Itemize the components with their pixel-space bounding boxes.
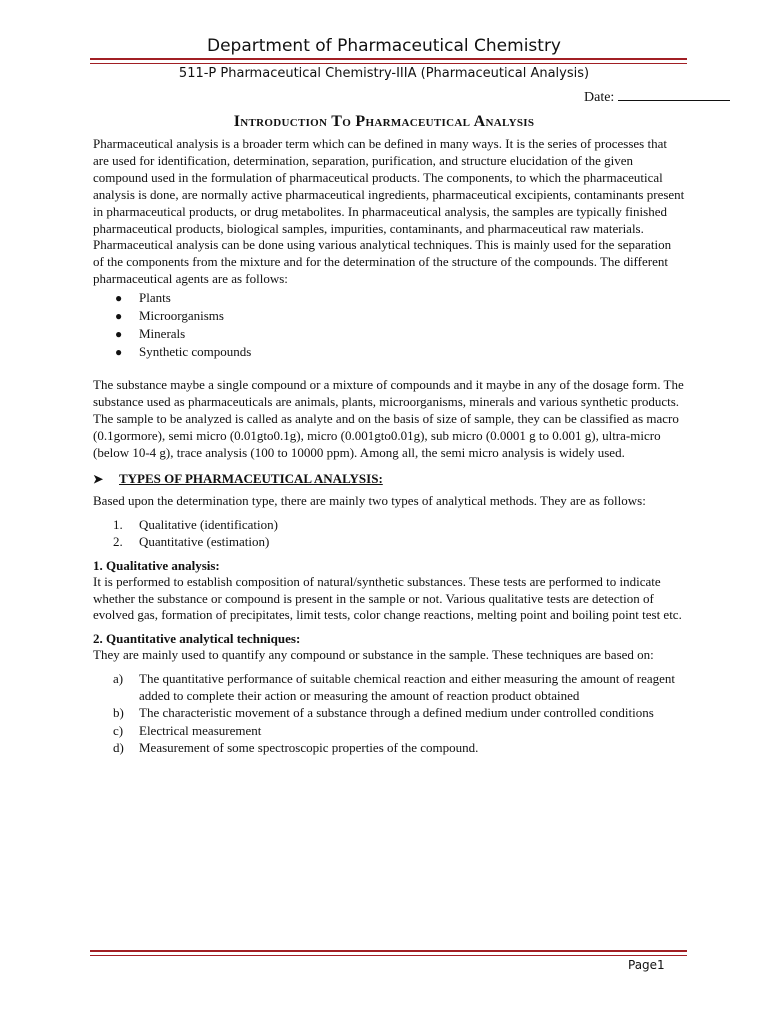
quantitative-text: They are mainly used to quantify any compound or substance in the sample. These techniques are based on: (93, 647, 654, 663)
department-title: Department of Pharmaceutical Chemistry (207, 36, 561, 56)
bullet-icon: ● (115, 309, 123, 324)
qualitative-heading: 1. Qualitative analysis: (93, 557, 220, 573)
list-item: c) Electrical measurement (113, 722, 262, 738)
footer-rule (90, 950, 687, 956)
bullet-icon: ● (115, 327, 123, 342)
list-item: 2. Quantitative (estimation) (113, 534, 270, 550)
quantitative-list (93, 671, 685, 756)
types-heading: ➤ TYPES OF PHARMACEUTICAL ANALYSIS: (93, 470, 383, 486)
document-body (93, 136, 685, 757)
intro-paragraph: Pharmaceutical analysis is a broader term which can be defined in many ways. It is the series of processes that are used for identification, determination, separation, purification, and structure elucidation of the given compound used in the formulation of pharmaceutical products. The components, to which the pharmaceutical analysis is done, are normally active pharmaceutical ingredients, pharmaceutical excipients, contaminants present in pharmaceutical products, or drug metabolites. In pharmaceutical analysis, the samples are typically finished pharmaceutical products, biological samples, impurities, contaminants, and pharmaceutical raw materials. Pharmaceutical analysis can be done using various analytical techniques. This is mainly used for the separation of the components from the mixture and for the determination of the structure of the compounds. The different pharmaceutical agents are as follows: (93, 136, 685, 287)
types-intro: Based upon the determination type, there are mainly two types of analytical methods. They are as follows: (93, 492, 646, 508)
list-item: 1. Qualitative (identification) (113, 516, 278, 532)
date-blank-line (618, 88, 730, 101)
list-item: ● Microorganisms (115, 308, 224, 324)
bullet-icon: ● (115, 345, 123, 360)
date-label: Date: (584, 90, 615, 105)
list-item: ● Synthetic compounds (115, 344, 252, 360)
substance-paragraph: The substance maybe a single compound or a mixture of compounds and it maybe in any of the dosage form. The substance used as pharmaceuticals are animals, plants, microorganisms, minerals and various synthetic products. (93, 377, 684, 410)
quantitative-heading: 2. Quantitative analytical techniques: (93, 631, 301, 647)
page-number: Page1 (628, 958, 665, 972)
sample-paragraph: The sample to be analyzed is called as analyte and on the basis of size of sample, they can be classified as macro (0.1gormore), semi micro (0.01gto0.1g), micro (0.001gto0.01g), sub micro (0.0001 g to 0.001 g), ultra-micro (below 10-4 g), trace analysis (100 to 10000 ppm). Among all, the semi micro analysis is widely used. (93, 410, 679, 460)
bullet-icon: ● (115, 291, 123, 306)
arrow-bullet-icon: ➤ (93, 471, 104, 486)
course-title: 511-P Pharmaceutical Chemistry-IIIA (Pharmaceutical Analysis) (178, 66, 590, 81)
date-field (584, 88, 730, 106)
types-list (93, 516, 685, 551)
agents-list (93, 289, 685, 361)
list-item: ● Plants (115, 290, 171, 306)
qualitative-text: It is performed to establish composition of natural/synthetic substances. These tests are performed to indicate whether the substance or compound is present in the sample or not. Various qualitative tests are detection of evolved gas, formation of precipitates, limit tests, color change reactions, melting point and boiling point test etc. (93, 573, 682, 623)
document-title: Introduction To Pharmaceutical Analysis (233, 113, 535, 130)
list-item: b) The characteristic movement of a substance through a defined medium under controlled conditions (113, 705, 654, 721)
list-item: ● Minerals (115, 326, 186, 342)
list-item: a) The quantitative performance of suitable chemical reaction and either measuring the amount of reagent added to complete their action or measuring the amount of reaction product obtained (113, 671, 676, 704)
header-rule (90, 58, 687, 64)
list-item: d) Measurement of some spectroscopic properties of the compound. (113, 739, 479, 755)
